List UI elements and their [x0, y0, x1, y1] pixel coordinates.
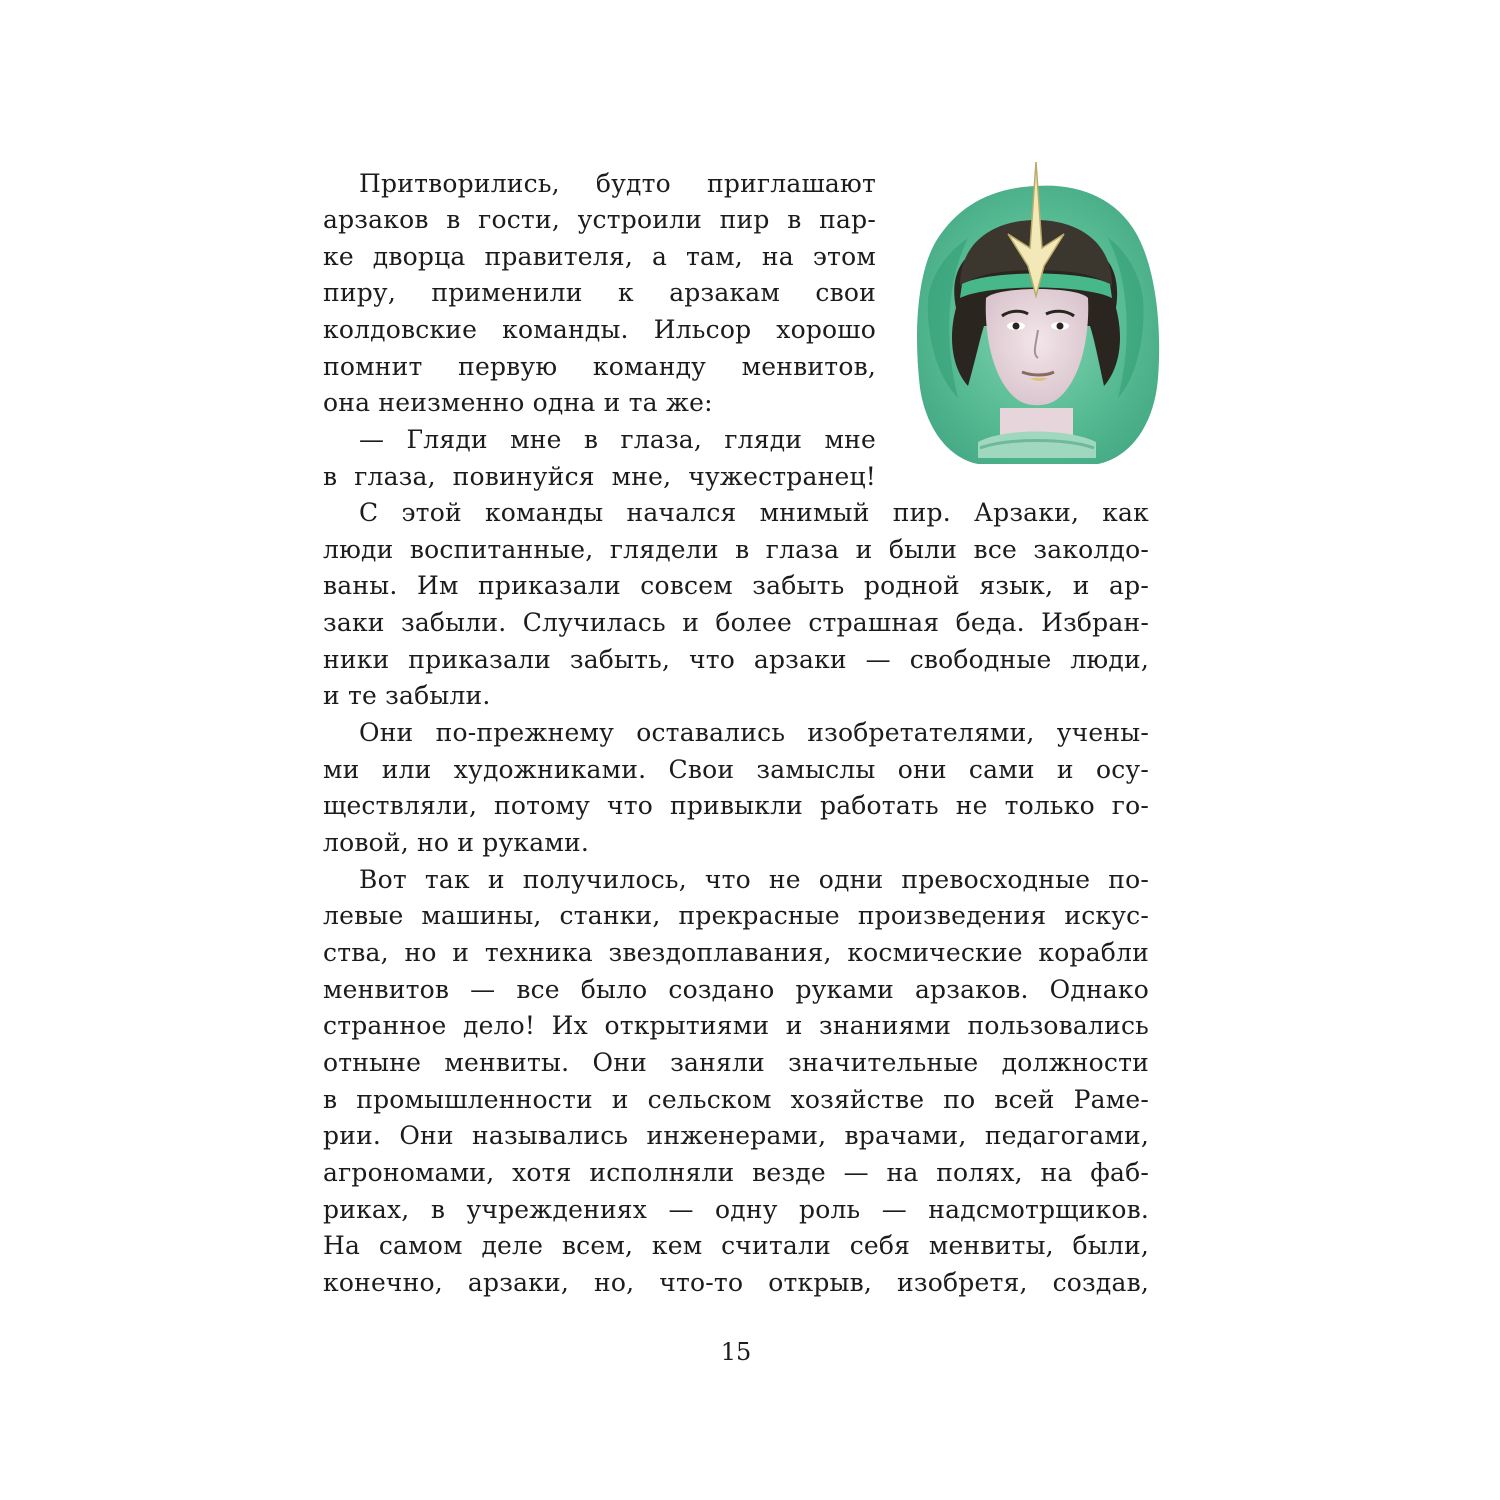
text-line: арзаков в гости, устроили пир в пар- — [323, 205, 876, 234]
text-line: отныне менвиты. Они заняли значительные должности — [323, 1048, 1149, 1077]
text-line: пиру, применили к арзакам свои — [323, 278, 876, 307]
text-line: На самом деле всем, кем считали себя менвиты, были, — [323, 1231, 1149, 1260]
text-line: рии. Они назывались инженерами, врачами, педагогами, — [323, 1121, 1149, 1150]
text-line: агрономами, хотя исполняли везде — на полях, на фаб- — [323, 1158, 1149, 1187]
text-line: в промышленности и сельском хозяйстве по всей Раме- — [323, 1085, 1149, 1114]
text-line: ловой, но и руками. — [323, 828, 589, 857]
text-line: Вот так и получилось, что не одни превосходные по- — [359, 865, 1149, 894]
text-line: ники приказали забыть, что арзаки — свободные люди, — [323, 645, 1149, 674]
text-line: странное дело! Их открытиями и знаниями пользовались — [323, 1011, 1149, 1040]
text-line: ществляли, потому что привыкли работать не только го- — [323, 791, 1149, 820]
text-line: и те забыли. — [323, 681, 491, 710]
text-line: Они по-прежнему оставались изобретателями, учены- — [359, 718, 1149, 747]
page-number: 15 — [720, 1338, 752, 1366]
text-line: Притворились, будто приглашают — [359, 169, 876, 198]
text-line: левые машины, станки, прекрасные произведения искус- — [323, 901, 1149, 930]
text-line: — Гляди мне в глаза, гляди мне — [359, 425, 876, 454]
text-line: колдовские команды. Ильсор хорошо — [323, 315, 876, 344]
text-line: ства, но и техника звездоплавания, космические корабли — [323, 938, 1149, 967]
text-line: заки забыли. Случилась и более страшная беда. Избран- — [323, 608, 1149, 637]
text-line: ваны. Им приказали совсем забыть родной язык, и ар- — [323, 571, 1149, 600]
text-line: конечно, арзаки, но, что-то открыв, изобретя, создав, — [323, 1268, 1149, 1297]
text-line: люди воспитанные, глядели в глаза и были все заколдо- — [323, 535, 1149, 564]
text-line: менвитов — все было создано руками арзаков. Однако — [323, 975, 1149, 1004]
text-line: в глаза, повинуйся мне, чужестранец! — [323, 462, 876, 491]
text-line: риках, в учреждениях — одну роль — надсмотрщиков. — [323, 1195, 1149, 1224]
text-line: С этой команды начался мнимый пир. Арзаки, как — [359, 498, 1149, 527]
portrait-menvit-icon — [908, 158, 1163, 476]
text-line: ке дворца правителя, а там, на этом — [323, 242, 876, 271]
text-line: ми или художниками. Свои замыслы они сами и осу- — [323, 755, 1149, 784]
text-line: помнит первую команду менвитов, — [323, 352, 876, 381]
text-line: она неизменно одна и та же: — [323, 388, 713, 417]
